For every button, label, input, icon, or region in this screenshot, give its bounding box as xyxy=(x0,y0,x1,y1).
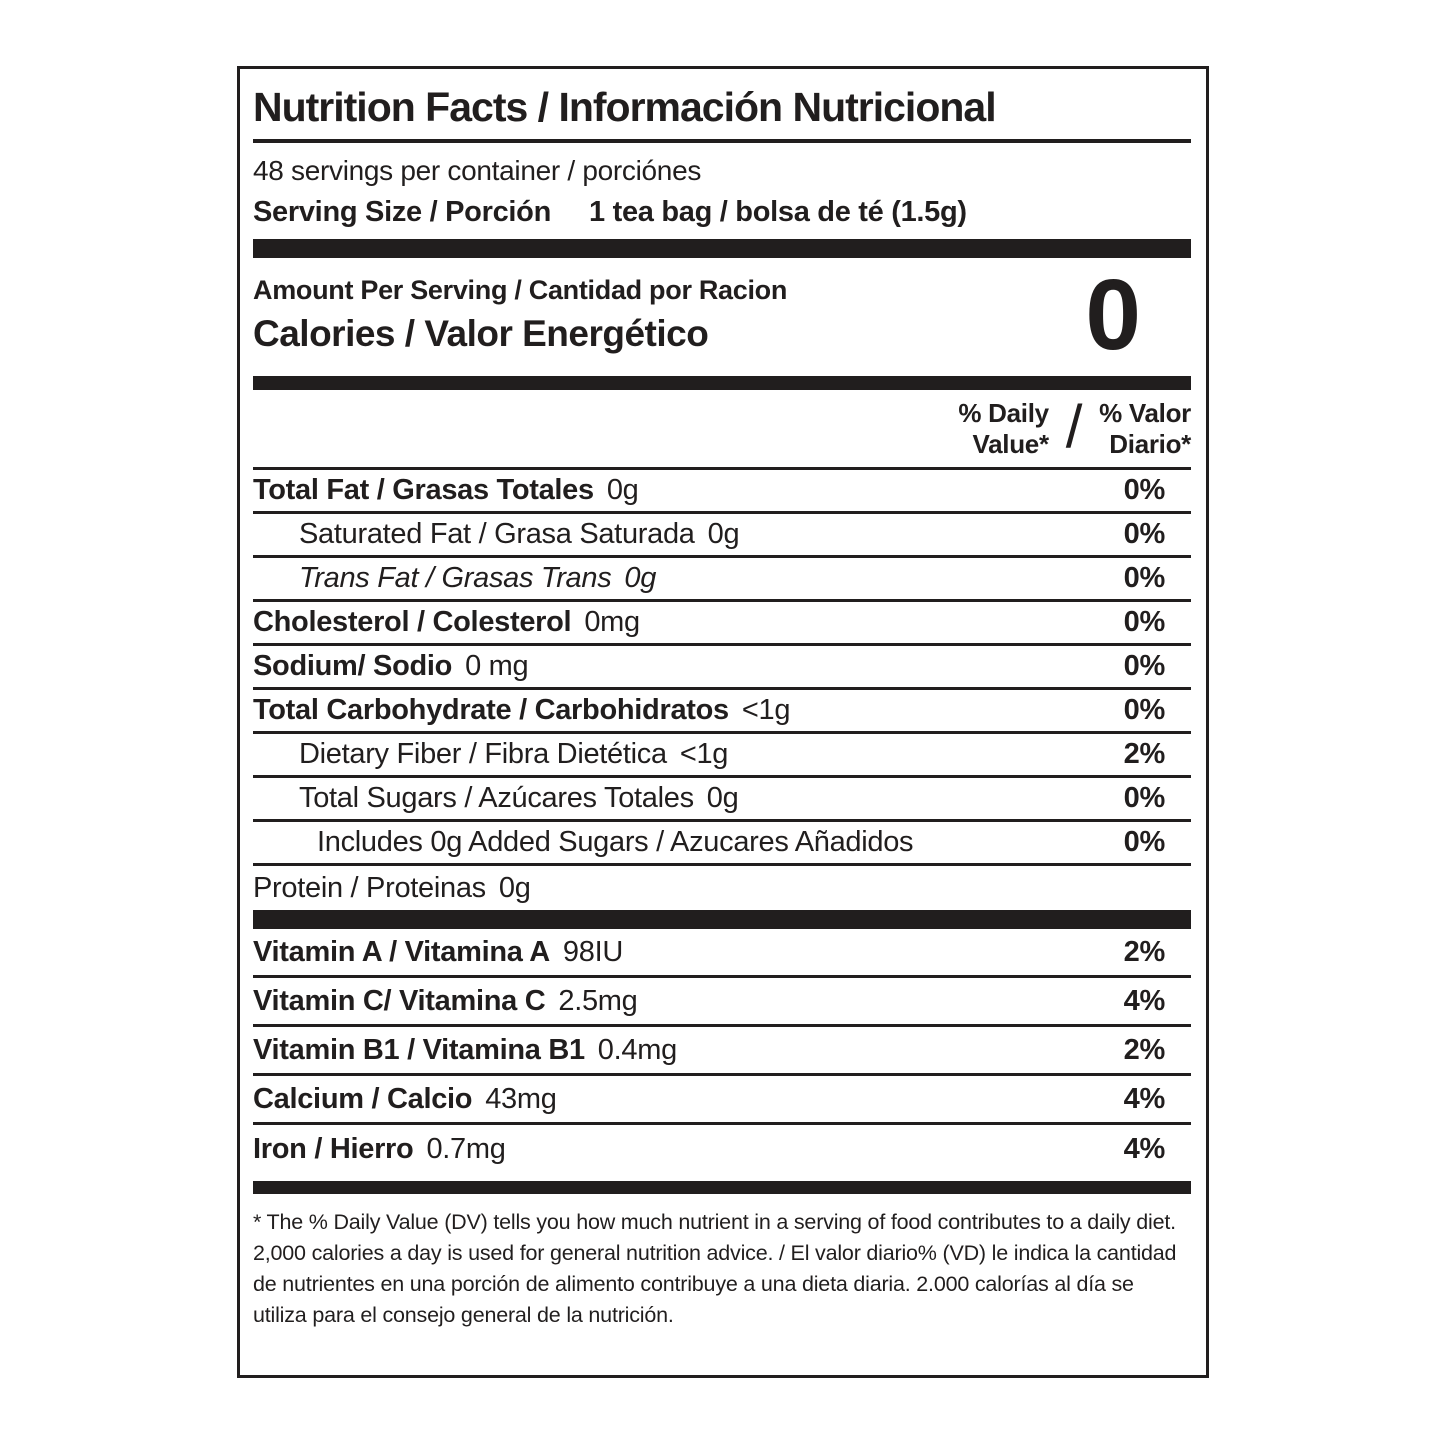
row-left xyxy=(253,1034,677,1067)
row-daily-value: 2% xyxy=(1123,738,1165,770)
row-label: Vitamin C/ Vitamina C xyxy=(253,984,546,1017)
nutrient-row xyxy=(253,558,1191,602)
vitamin-table xyxy=(253,929,1191,1174)
row-left xyxy=(299,782,738,815)
row-label: Protein / Proteinas xyxy=(253,871,486,904)
row-daily-value: 4% xyxy=(1123,984,1165,1017)
vitamin-row xyxy=(253,978,1191,1027)
row-label: Vitamin B1 / Vitamina B1 xyxy=(253,1033,585,1066)
row-left xyxy=(253,1083,557,1116)
row-amount: 0g xyxy=(706,782,739,814)
row-amount: 0g xyxy=(606,474,639,506)
row-label: Calcium / Calcio xyxy=(253,1082,473,1115)
row-left xyxy=(253,474,639,507)
daily-value-footnote: * The % Daily Value (DV) tells you how much nutrient in a serving of food contributes to a daily diet. 2,000 calories a day is used for general nutrition advice. / El valor diario% (VD) le indica la cantidad de nutrientes en una porción de alimento contribuye a una dieta diaria. 2.000 calorías al día se utiliza para el consejo general de la nutrición. xyxy=(253,1210,1177,1327)
nutrient-table xyxy=(253,467,1191,910)
row-daily-value: 0% xyxy=(1123,474,1165,506)
row-label: Total Sugars / Azúcares Totales xyxy=(299,782,694,814)
row-label: Includes 0g Added Sugars / Azucares Añadidos xyxy=(317,826,914,858)
serving-size-value: 1 tea bag / bolsa de té (1.5g) xyxy=(589,196,967,228)
row-daily-value: 0% xyxy=(1123,782,1165,814)
row-amount: 98IU xyxy=(562,935,623,968)
section-bar-top xyxy=(253,239,1191,258)
row-label: Dietary Fiber / Fibra Dietética xyxy=(299,738,667,770)
row-amount: <1g xyxy=(679,738,729,770)
row-label: Cholesterol / Colesterol xyxy=(253,606,572,638)
row-daily-value: 2% xyxy=(1123,1033,1165,1066)
label-title: Nutrition Facts / Información Nutricional xyxy=(253,69,1191,143)
amount-per-serving: Amount Per Serving / Cantidad por Racion xyxy=(253,274,788,305)
row-left xyxy=(253,985,638,1018)
row-amount: 0mg xyxy=(584,606,640,638)
row-amount: 0g xyxy=(624,562,657,594)
row-left xyxy=(253,650,528,683)
row-left xyxy=(253,936,623,969)
row-amount: <1g xyxy=(741,694,791,726)
row-daily-value: 0% xyxy=(1123,562,1165,594)
row-left xyxy=(253,872,531,905)
servings-per-container: 48 servings per container / porciónes xyxy=(253,155,702,186)
calories-value: 0 xyxy=(1085,259,1141,371)
row-amount: 0.7mg xyxy=(426,1133,506,1165)
row-label: Trans Fat / Grasas Trans xyxy=(299,562,612,594)
calories-label: Calories / Valor Energético xyxy=(253,312,709,354)
row-label: Iron / Hierro xyxy=(253,1133,414,1165)
row-daily-value: 0% xyxy=(1123,694,1165,726)
dv-header-slash: / xyxy=(1065,393,1083,460)
vitamin-row xyxy=(253,929,1191,978)
row-label: Total Carbohydrate / Carbohidratos xyxy=(253,694,729,726)
dv-header-en: % Daily Value* xyxy=(958,398,1049,459)
serving-size-label: Serving Size / Porción xyxy=(253,196,551,228)
vitamin-row xyxy=(253,1027,1191,1076)
row-label: Vitamin A / Vitamina A xyxy=(253,935,550,968)
vitamin-row xyxy=(253,1125,1191,1174)
nutrient-row xyxy=(253,778,1191,822)
vitamin-row xyxy=(253,1076,1191,1125)
row-amount: 2.5mg xyxy=(558,984,638,1017)
row-daily-value: 2% xyxy=(1123,935,1165,968)
row-left xyxy=(299,518,739,551)
row-daily-value: 4% xyxy=(1123,1082,1165,1115)
row-left xyxy=(299,738,728,771)
calories-left xyxy=(253,272,787,359)
section-bar-calories xyxy=(253,376,1191,390)
row-daily-value: 4% xyxy=(1123,1133,1165,1165)
row-label: Saturated Fat / Grasa Saturada xyxy=(299,518,695,550)
row-daily-value: 0% xyxy=(1123,826,1165,858)
row-label: Total Fat / Grasas Totales xyxy=(253,474,594,506)
row-amount: 43mg xyxy=(485,1082,557,1115)
nutrient-row xyxy=(253,470,1191,514)
row-daily-value: 0% xyxy=(1123,518,1165,550)
row-label: Sodium/ Sodio xyxy=(253,650,453,682)
section-bar-vitamins xyxy=(253,1181,1191,1194)
nutrition-facts-label xyxy=(237,66,1209,1378)
nutrient-row xyxy=(253,690,1191,734)
calories-block xyxy=(253,259,1191,371)
serving-size-row xyxy=(253,190,1191,234)
nutrient-row xyxy=(253,822,1191,866)
nutrient-row xyxy=(253,602,1191,646)
row-amount: 0.4mg xyxy=(597,1033,677,1066)
row-daily-value: 0% xyxy=(1123,650,1165,682)
row-daily-value: 0% xyxy=(1123,606,1165,638)
row-amount: 0g xyxy=(707,518,740,550)
nutrient-row xyxy=(253,866,1191,910)
row-left xyxy=(253,606,640,639)
row-left xyxy=(299,562,656,595)
daily-value-header xyxy=(253,390,1191,467)
nutrient-row xyxy=(253,646,1191,690)
row-amount: 0g xyxy=(498,871,531,904)
section-bar-protein xyxy=(253,910,1191,929)
row-left xyxy=(253,1133,506,1166)
dv-header-es: % Valor Diario* xyxy=(1099,398,1191,459)
nutrient-row xyxy=(253,514,1191,558)
row-left xyxy=(253,694,790,727)
row-left xyxy=(317,826,913,859)
row-amount: 0 mg xyxy=(465,650,529,682)
nutrient-row xyxy=(253,734,1191,778)
